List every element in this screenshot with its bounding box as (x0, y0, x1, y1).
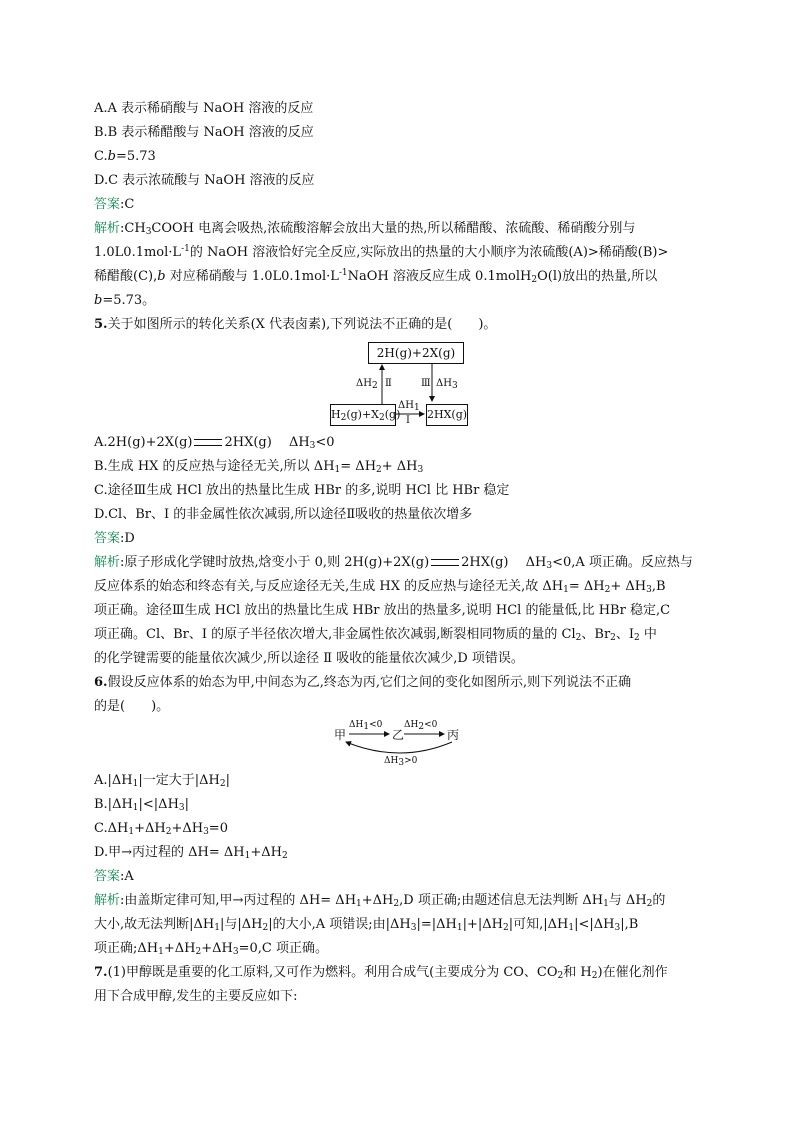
q6-option-c: $C.\Delta H_1+\Delta H_2+\Delta H_3=0$ (94, 821, 228, 837)
q4-explanation-line-1: 解析$:CH_3COOH$ 电离会吸热,浓硫酸溶解会放出大量的热,所以稀醋酸、浓硫酸、稀硝酸分别与 (94, 221, 636, 237)
q5-option-b: B.生成 HX 的反应热与途径无关,所以 $\Delta H_1= \Delta H_2+ \Delta H_3$ (94, 459, 424, 475)
q6-explanation-line-1: 解析:由盖斯定律可知,甲→丙过程的 $\Delta H= \Delta H_1+\Delta H_2,D$ 项正确;由题述信息无法判断 $\Delta H_1$与 $\Delta H_2$的 (94, 893, 666, 909)
q6-option-a: $A.|\Delta H_1|$一定大于$|\Delta H_2|$ (94, 773, 230, 789)
q4-explanation-line-2: $1.0L0.1mol\cdot L^{-1}$的 NaOH 溶液恰好完全反应,实际放出的热量的大小顺序为浓硫酸(A)>稀硝酸(B)> (94, 244, 669, 260)
q6-option-b: $B.|\Delta H_1|<|\Delta H_3|$ (94, 797, 190, 813)
q5-diagram (328, 340, 470, 426)
q5-box-left: $H_2(g)+X_2(g)$ (330, 404, 396, 426)
q6-stem-line-2: 的是( )。 (94, 699, 170, 714)
q4-explanation-line-3: 稀醋酸(C),b 对应稀硝酸与 $1.0L0.1mol\cdot L^{-1}NaOH$ 溶液反应生成 0.1molH$_2$O(l)放出的热量,所以 (94, 268, 658, 285)
q6-state-bing: 丙 (447, 728, 460, 742)
q5-stem: 5.关于如图所示的转化关系(X 代表卤素),下列说法不正确的是( )。 (94, 317, 497, 332)
q5-explanation-line-3: 项正确。途径Ⅲ生成 HCl 放出的热量比生成 HBr 放出的热量多,说明 HCl 的能量低,比 HBr 稳定,C (94, 603, 671, 618)
q7-stem-line-2: 用下合成甲醇,发生的主要反应如下: (94, 989, 298, 1004)
q4-option-b: B.B 表示稀醋酸与 NaOH 溶液的反应 (94, 125, 314, 140)
q7-stem-line-1: 7.(1)甲醇既是重要的化工原料,又可作为燃料。利用合成气(主要成分为 CO、$CO_2$和 $H_2$)在催化剂作 (94, 965, 668, 981)
q4-option-c: C.b=5.73 (94, 149, 156, 164)
q5-answer: 答案:D (94, 531, 135, 546)
q6-state-yi: 乙 (392, 728, 405, 742)
q4-explanation-line-4: b=5.73。 (94, 293, 156, 308)
q5-label-dh3: $\Delta H_3$ (436, 378, 458, 391)
q5-option-d: D.Cl、Br、I 的非金属性依次减弱,所以途径Ⅱ吸收的热量依次增多 (94, 507, 473, 522)
q5-explanation-line-1: 解析:原子形成化学键时放热,焓变小于 0,则 2H(g)+2X(g) 2HX(g) $\Delta H_3<0,A$ 项正确。反应热与 (94, 555, 693, 571)
q5-explanation-line-4: 项正确。Cl、Br、I 的原子半径依次增大,非金属性依次减弱,断裂相同物质的量的 $Cl_2$、$Br_2$、$I_2$ 中 (94, 627, 657, 643)
q6-explanation-line-3: 项正确$;\Delta H_1+\Delta H_2+\Delta H_3=0,C$ 项正确。 (94, 941, 328, 957)
q5-label-dh1: $\Delta H_1$ (398, 400, 420, 413)
q5-label-path1: Ⅰ (406, 415, 410, 426)
q5-box-top: 2H(g)+2X(g) (368, 342, 464, 364)
q6-label-dh1: $\Delta H_1<0$ (349, 720, 383, 732)
q5-option-a: A.2H(g)+2X(g) 2HX(g) $\Delta H_3<0$ (94, 435, 335, 451)
q6-diagram (334, 720, 470, 768)
q6-state-jia: 甲 (334, 728, 347, 742)
q5-label-path3: Ⅲ (421, 378, 431, 389)
q6-stem-line-1: 6.假设反应体系的始态为甲,中间态为乙,终态为丙,它们之间的变化如图所示,则下列说法不正确 (94, 675, 632, 690)
q6-label-dh3: $\Delta H_3>0$ (384, 756, 418, 768)
q6-option-d: D.甲→丙过程的 $\Delta H= \Delta H_1+\Delta H_2$ (94, 845, 288, 861)
q5-label-dh2: $\Delta H_2$ (356, 378, 378, 391)
q5-explanation-line-5: 的化学键需要的能量依次减少,所以途径 Ⅱ 吸收的能量依次减少,D 项错误。 (94, 651, 524, 666)
q5-option-c: C.途径Ⅲ生成 HCl 放出的热量比生成 HBr 的多,说明 HCl 比 HBr 稳定 (94, 483, 510, 498)
q5-explanation-line-2: 反应体系的始态和终态有关,与反应途径无关,生成 HX 的反应热与途径无关,故 $\Delta H_1= \Delta H_2+ \Delta H_3,B$ (94, 579, 666, 595)
q4-option-a: A.A 表示稀硝酸与 NaOH 溶液的反应 (94, 101, 314, 116)
q5-label-path2: Ⅱ (385, 378, 392, 389)
q5-box-right: 2HX(g) (426, 404, 468, 426)
q6-arrow-bing-jia (346, 742, 452, 753)
q4-answer: 答案:C (94, 197, 135, 212)
q6-answer: 答案:A (94, 869, 134, 884)
q6-explanation-line-2: 大小,故无法判断$|\Delta H_1|$与$|\Delta H_2|$的大小,A 项错误;由$|\Delta H_3|=|\Delta H_1|+|\Delta H_2|$可知$,|\Delta H_1|<|\Delta H_3|,B$ (94, 917, 639, 933)
q6-label-dh2: $\Delta H_2<0$ (404, 720, 438, 732)
q4-option-d: D.C 表示浓硫酸与 NaOH 溶液的反应 (94, 173, 315, 188)
